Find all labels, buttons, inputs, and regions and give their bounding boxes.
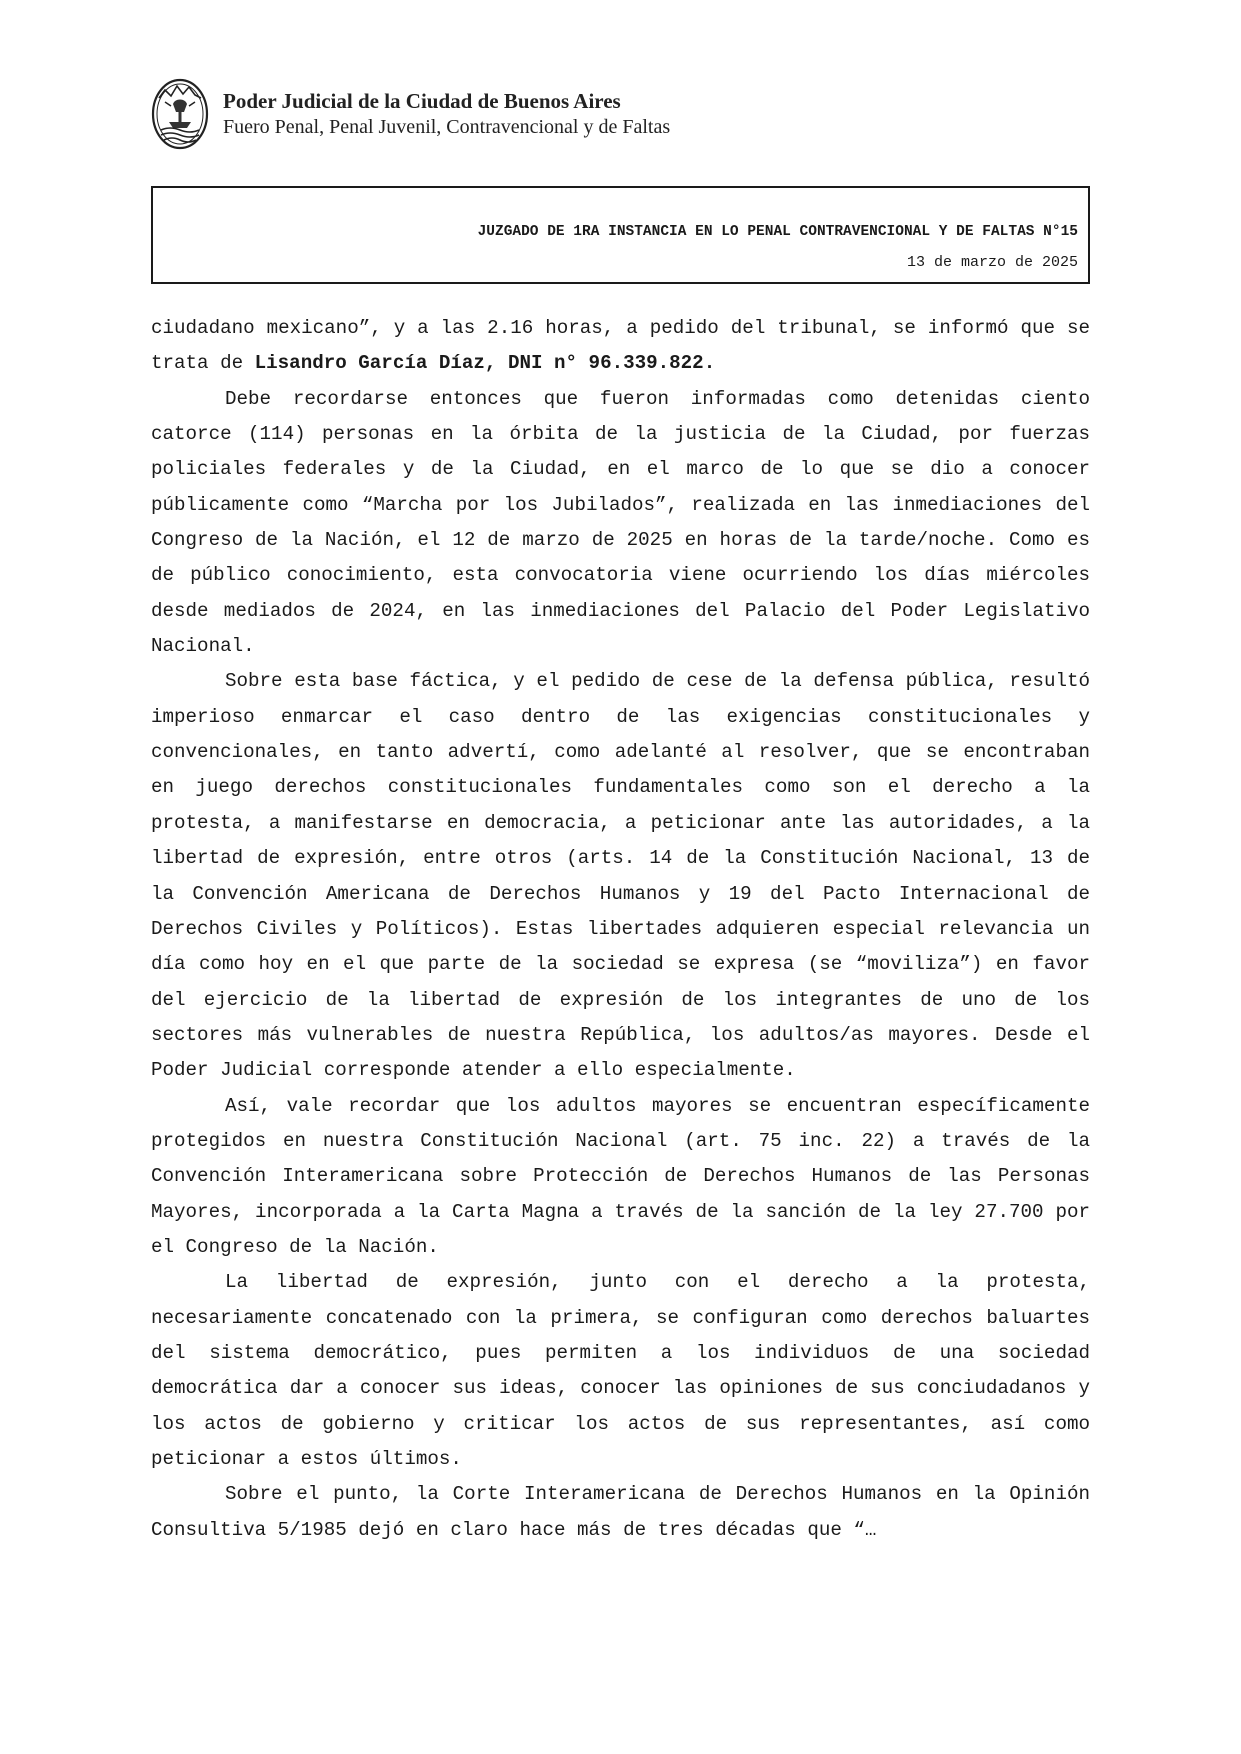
- document-date: 13 de marzo de 2025: [906, 254, 1078, 271]
- paragraph-1: [151, 311, 1090, 382]
- paragraph-1-text: ciudadano mexicano”, y a las 2.16 horas, a pedido del tribunal, se informó que se trata de: [151, 317, 1090, 375]
- paragraph-4: Así, vale recordar que los adultos mayores se encuentran específicamente protegidos en nuestra Constitución Nacional (art. 75 inc. 22) a través de la Convención Interamericana sobre Protección de Derechos Humanos de las Personas Mayores, incorporada a la Carta Magna a través de la sanción de la ley 27.700 por el Congreso de la Nación.: [151, 1094, 1090, 1258]
- org-subtitle: Fuero Penal, Penal Juvenil, Contravencional y de Faltas: [223, 116, 671, 138]
- letterhead: [151, 78, 851, 152]
- paragraph-5: La libertad de expresión, junto con el derecho a la protesta, necesariamente concatenado con la primera, se configuran como derechos baluartes del sistema democrático, pues permiten a los individuos de una sociedad democrática dar a conocer sus ideas, conocer las opiniones de sus conciudadanos y los actos de gobierno y criticar los actos de sus representantes, así como peticionar a estos últimos.: [151, 1271, 1090, 1470]
- detainee-identification: Lisandro García Díaz, DNI n° 96.339.822.: [254, 352, 716, 375]
- document-body: [151, 311, 1090, 1548]
- paragraph-2: Debe recordarse entonces que fueron informadas como detenidas ciento catorce (114) personas en la órbita de la justicia de la Ciudad, por fuerzas policiales federales y de la Ciudad, en el marco de lo que se dio a conocer públicamente como “Marcha por los Jubilados”, realizada en las inmediaciones del Congreso de la Nación, el 12 de marzo de 2025 en horas de la tarde/noche. Como es de público conocimiento, esta convocatoria viene ocurriendo los días miércoles desde mediados de 2024, en las inmediaciones del Palacio del Poder Legislativo Nacional.: [151, 387, 1090, 658]
- court-header-box: [151, 186, 1090, 284]
- paragraph-6: Sobre el punto, la Corte Interamericana de Derechos Humanos en la Opinión Consultiva 5/1985 dejó en claro hace más de tres décadas que “…: [151, 1483, 1090, 1541]
- org-name: Poder Judicial de la Ciudad de Buenos Aires: [223, 89, 621, 113]
- paragraph-3: Sobre esta base fáctica, y el pedido de cese de la defensa pública, resultó imperioso enmarcar el caso dentro de las exigencias constitucionales y convencionales, en tanto advertí, como adelanté al resolver, que se encontraban en juego derechos constitucionales fundamentales como son el derecho a la protesta, a manifestarse en democracia, a peticionar ante las autoridades, a la libertad de expresión, entre otros (arts. 14 de la Constitución Nacional, 13 de la Convención Americana de Derechos Humanos y 19 del Pacto Internacional de Derechos Civiles y Políticos). Estas libertades adquieren especial relevancia un día como hoy en el que parte de la sociedad se expresa (se “moviliza”) en favor del ejercicio de la libertad de expresión de los integrantes de uno de los sectores más vulnerables de nuestra República, los adultos/as mayores. Desde el Poder Judicial corresponde atender a ello especialmente.: [151, 670, 1090, 1082]
- city-coat-of-arms-icon: [151, 78, 209, 150]
- letterhead-text: [223, 88, 670, 140]
- court-name: JUZGADO DE 1RA INSTANCIA EN LO PENAL CONTRAVENCIONAL Y DE FALTAS N°15: [477, 224, 1078, 240]
